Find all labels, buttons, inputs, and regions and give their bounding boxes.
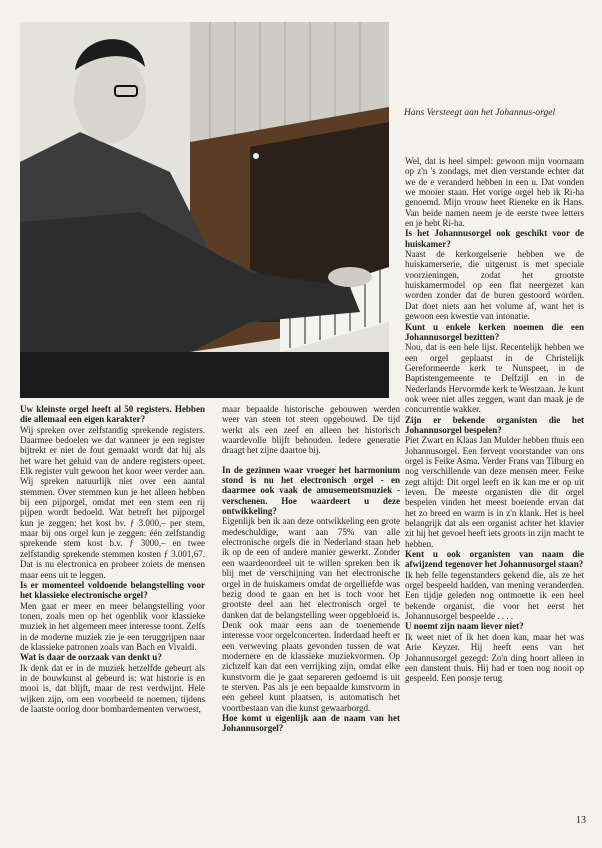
interview-question: Is er momenteel voldoende belangstelling voor het klassieke electronische orgel? bbox=[20, 579, 205, 601]
interview-answer: Naast de kerkorgelserie hebben we de huiskamerserie, die uitgerust is met speciale voorzieningen, zodat het grootste huiskamermodel op een flat neergezet kan worden zonder dat de buren gestoord worden. Dat doet niets aan het volume af, want het is gewoon een kwestie van intonatie. bbox=[405, 249, 584, 322]
interview-answer: maar bepaalde historische gebouwen werden weer van steen tot steen opgebouwd. De tijd werkt als een zeef en alleen het historisch waardevolle blijft behouden. Iedere generatie draagt het zijne daartoe bij. bbox=[222, 404, 400, 456]
photo-caption: Hans Versteegt aan het Johannus-orgel bbox=[404, 108, 556, 118]
column-2 bbox=[222, 404, 400, 734]
interview-answer: Wel, dat is heel simpel: gewoon mijn voornaam op z'n 's zondags, met dien verstande echter dat we de e veranderd hebben in een u. Dat vonden we mooier staan. Het vorige orgel heb ik Ri-ha genoemd. Mijn vrouw heet Rieneke en ik Hans. Van beide namen neem je de eerste twee letters en je hebt Ri-ha. bbox=[405, 156, 584, 229]
interview-question: In de gezinnen waar vroeger het harmonium stond is nu het electronisch orgel - en daarmee ook vaak de amusementsmuziek - verschenen. Hoe waardeert u deze ontwikkeling? bbox=[222, 464, 400, 517]
interview-answer: Piet Zwart en Klaas Jan Mulder hebben thuis een Johannusorgel. Een fervent voorstander van ons orgel is Feike Asma. Verder Frans van Tilburg en nog verschillende van deze mensen meer. Feike zegt altijd: Dit orgel leeft en ik kan me er op uit leven. De meeste organisten die dit orgel bespelen vinden het meest boeiende ervan dat het zo breed en warm is in z'n klank. Het is heel belangrijk dat als een organist achter het klavier zit hij het gevoel heeft iets groots in zijn macht te hebben. bbox=[405, 435, 584, 549]
page-number: 13 bbox=[576, 815, 586, 826]
photo-illustration bbox=[20, 22, 389, 398]
interview-answer: Nou, dat is een hele lijst. Recentelijk hebben we een orgel geplaatst in de Christelijk Gereformeerde kerk te Nunspeet, in de Baptistengemeente te Delfzijl en in de Nederlands Hervormde kerk te Westzaan. Je kunt ook weer niet alles zeggen, want dan maak je de concurrentie wakker. bbox=[405, 342, 584, 415]
paragraph-gap bbox=[222, 456, 400, 465]
organ-photo bbox=[20, 22, 389, 398]
interview-question: Hoe komt u eigenlijk aan de naam van het Johannusorgel? bbox=[222, 712, 400, 734]
interview-answer: Ik denk dat er in de muziek hetzelfde gebeurt als in de bouwkunst al gebeurd is: wat historie is en mooi is, dat blijft, maar de rest verdwijnt. Hele wijken zijn, om een voorbeeld te noemen, tijdens de laatste oorlog door bombardementen verwoest, bbox=[20, 662, 205, 714]
interview-answer: Wij spreken over zelfstandig sprekende registers. Daarmee bedoelen we dat wanneer je een register bijtrekt er niet de fout gemaakt wordt dat hij als het ware het geluid van de andere registers opeet. Elk register vult gewoon het koor weer verder aan. Wij spreken natuurlijk niet over een aantal stemmen. Over stemmen kun je het alleen hebben bij een pijporgel, omdat met een stem een rij pijpen wordt bedoeld. Wat betreft het pijporgel kun je zeggen: het kost bv. ƒ 3.000,– per stem, maar bij ons orgel kun je zeggen: één zelfstandig sprekende stem kost b.v. ƒ 3000,– en twee zelfstandig sprekende stemmen kosten ƒ 3.001,67. Dat is nu electronica en probeer zoiets de mensen maar eens uit te leggen. bbox=[20, 424, 205, 580]
interview-answer: Ik weet niet of ik het doen kan, maar het was Arie Keyzer. Hij heeft eens van het Johannusorgel gezegd: Zo'n ding hoort alleen in een danstent thuis. Hij had er toen nog nooit op gespeeld. Een poosje terug bbox=[405, 631, 584, 684]
column-1 bbox=[20, 404, 205, 714]
interview-question: Kunt u enkele kerken noemen die een Johannusorgel bezitten? bbox=[405, 321, 584, 342]
interview-question: Wat is daar de oorzaak van denkt u? bbox=[20, 652, 162, 663]
interview-answer: Ik heb felle tegenstanders gekend die, als ze het orgel bespeeld hadden, van mening veranderden. Een tijdje geleden nog ontmoette ik een heel bekende organist, die voor het eerst het Johannusorgel bespeelde . . . . bbox=[405, 569, 584, 622]
interview-answer: Men gaat er meer en meer belangstelling voor tonen, zoals men op het ogenblik voor klassieke muziek in het algemeen meer interesse toont. Zelfs in de moderne muziek zie je een teruggrijpen naar de klassieke patronen zoals van Bach en Vivaldi. bbox=[20, 600, 205, 652]
interview-answer: Eigenlijk ben ik aan deze ontwikkeling een grote medeschuldige, want aan 75% van alle electronische orgels die in Nederland staan heb ik op de een of andere manier gewerkt. Zonder een waardeoordeel uit te willen spreken ben ik blij met de verschijning van het electronische orgel in de huiskamers omdat de orgelliefde was bezig dood te gaan en het is toch voor het grootste deel aan het electronisch orgel te danken dat de belangstelling weer opgebloeid is. Denk ook maar eens aan de toenemende interesse voor orgelconcerten. Inderdaad heeft er een verweving plaats gevonden tussen de wat modernere en de klassieke muziekvormen. Op zichzelf kan dat een verrijking zijn, omdat elke kunstvorm die je gaat separeren gedoemd is uit te sterven. Pas als je een bepaalde kunstvorm in een geheel kunt plaatsen, is automatisch het voortbestaan van die kunst gewaarborgd. bbox=[222, 516, 400, 713]
interview-question: Kent u ook organisten van naam die afwijzend tegenover het Johannusorgel staan? bbox=[405, 549, 584, 570]
interview-question: Is het Johannusorgel ook geschikt voor de huiskamer? bbox=[405, 228, 584, 249]
column-3 bbox=[405, 156, 584, 684]
interview-question: Uw kleinste orgel heeft al 50 registers. Hebben die allemaal een eigen karakter? bbox=[20, 404, 205, 425]
interview-question: U noemt zijn naam liever niet? bbox=[405, 621, 524, 632]
interview-question: Zijn er bekende organisten die het Johannusorgel bespelen? bbox=[405, 414, 584, 435]
